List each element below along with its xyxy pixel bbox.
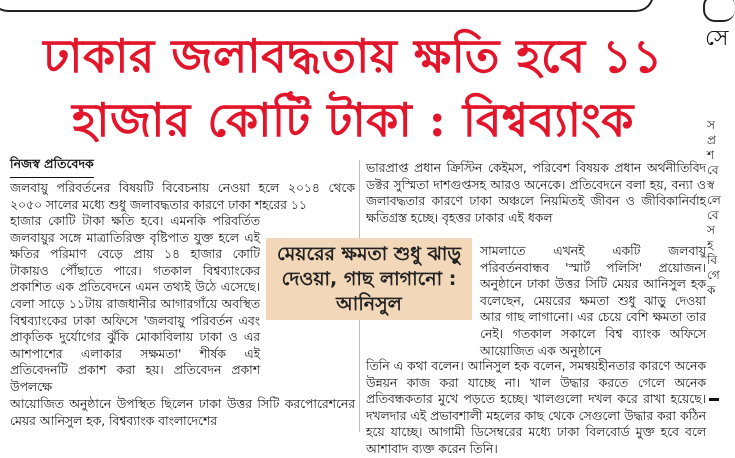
headline [8, 24, 698, 152]
article-col1-para-wrapped: হাজার কোটি টাকা ক্ষতি হবে। এমনকি পরিবর্তিত জলবায়ুর সঙ্গে মাত্রাতিরিক্ত বৃষ্টিপাত যুক্ত হলে এই ক্ষতির পরিমাণ বেড়ে প্রায় ১৪ হাজার কোটি টাকায়ও পৌঁছাতে পারে। গতকাল বিশ্বব্যাংকের প্রকাশিত এক প্রতিবেদনে এমন তথ্যই উঠে এসেছে। বেলা সাড়ে ১১টায় রাজধানীর আগারগাঁয়ে অবস্থিত বিশ্বব্যাংকের ঢাকা অফিসে 'জলবায়ু পরিবর্তন এবং প্রাকৃতিক দুর্যোগের ঝুঁকি মোকাবিলায় ঢাকা ও এর আশপাশের এলাকার সক্ষমতা' শীর্ষক এই প্রতিবেদনটি প্রকাশ করা হয়। প্রতিবেদন প্রকাশ উপলক্ষে [10, 214, 260, 394]
adjacent-line: শ [707, 148, 715, 162]
adjacent-story-strip [703, 0, 729, 438]
adjacent-line: প্র [707, 133, 716, 147]
adjacent-line: স [707, 118, 715, 132]
adjacent-line: গে [707, 268, 720, 282]
adjacent-line: স [707, 223, 715, 237]
article-col1-para-bottom: আয়োজিত অনুষ্ঠানে উপস্থিত ছিলেন ঢাকা উত্তর সিটি করপোরেশনের মেয়র আনিসুল হক, বিশ্বব্যাংক বাংলাদেশের [10, 397, 355, 428]
top-border-frame [0, 0, 654, 12]
adjacent-line: স্ব [707, 178, 715, 192]
pull-quote-text: মেয়রের ক্ষমতা শুধু ঝাড়ু দেওয়া, গাছ লাগানো : আনিসুল [277, 242, 461, 315]
adjacent-line: হ [707, 238, 714, 252]
pull-quote-box [266, 238, 472, 320]
adjacent-rule [709, 398, 719, 401]
article-col1-para-top: জলবায়ু পরিবর্তনের বিষয়টি বিবেচনায় নেওয়া হলে ২০১৪ থেকে ২০৫০ সালের মধ্যে শুধু জলাবদ্ধতার কারণে ঢাকা শহরের ১১ [10, 181, 355, 212]
adjacent-text-column [707, 118, 721, 298]
headline-line-2: হাজার কোটি টাকা : বিশ্বব্যাংক [72, 93, 634, 147]
adjacent-frame [703, 0, 735, 22]
article-col2-para-bottom: তিনি এ কথা বলেন। আনিসুল হক বলেন, সমন্বয়হীনতার কারণে অনেক উন্নয়ন কাজ করা যাচ্ছে না। খাল উদ্ধার করতে গেলে অনেক প্রতিবন্ধকতার মুখে পড়তে হচ্ছে। খালগুলো দখল করে রাখা হয়েছে। দখলদার এই প্রভাবশালী মহলের কাছ থেকে সেগুলো উদ্ধার করা কঠিন হয়ে যাচ্ছে। আগামী ডিসেম্বরের মধ্যে ঢাকা বিলবোর্ড মুক্ত হবে বলে আশাবাদ ব্যক্ত করেন তিনি। [366, 359, 706, 456]
adjacent-line: লে [707, 193, 721, 207]
adjacent-headline-glyphs: সে [705, 26, 729, 51]
article-col2-para-wrapped: সামলাতে এখনই একটি জলবায়ু পরিবর্তনবান্ধব 'স্মার্ট পলিসি' প্রয়োজন। অনুষ্ঠানে ঢাকা উত্তর সিটি মেয়র আনিসুল হক বলেছেন, মেয়রের ক্ষমতা শুধু ঝাড়ু দেওয়া আর গাছ লাগানো। এর চেয়ে বেশি ক্ষমতা তার নেই। গতকাল সকালে বিশ্ব ব্যাংক অফিসে আয়োজিত এক অনুষ্ঠানে [480, 244, 706, 358]
byline: নিজস্ব প্রতিবেদক [10, 156, 94, 178]
adjacent-line: বে [707, 208, 719, 222]
adjacent-line: ক [707, 283, 716, 297]
headline-line-1: ঢাকার জলাবদ্ধতায় ক্ষতি হবে ১১ [43, 29, 663, 83]
adjacent-line: বি [707, 253, 718, 267]
adjacent-line: বে [707, 163, 719, 177]
article-col2-para-top: ভারপ্রাপ্ত প্রধান ক্রিস্টিন কেইমস, পরিবেশ বিষয়ক প্রধান অর্থনীতিবিদ ডক্টর সুস্মিতা দাশগুপ্তসহ আরও অনেকে। প্রতিবেদনে বলা হয়, বন্যা ও জলাবদ্ধতার কারণে ঢাকা অঞ্চলে নিয়মিতই জীবন ও জীবিকানির্বাহ ক্ষতিগ্রস্ত হচ্ছে। বৃহত্তর ঢাকার এই ধকল [366, 161, 706, 225]
